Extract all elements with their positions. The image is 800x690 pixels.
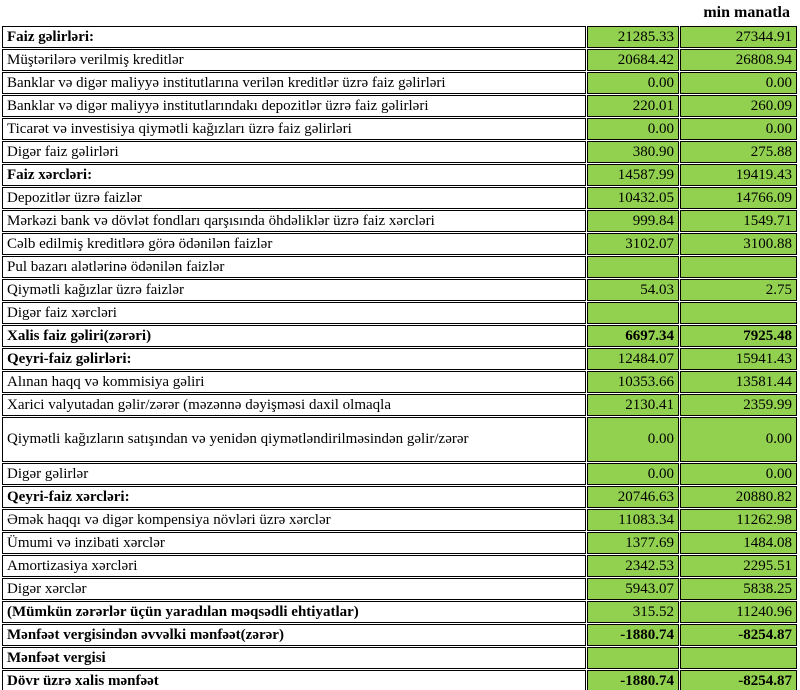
table-row xyxy=(2,371,797,393)
financial-table xyxy=(1,25,798,690)
row-value-period1: 1377.69 xyxy=(587,532,679,554)
row-value-period2: 26808.94 xyxy=(680,49,797,71)
row-value-period1 xyxy=(587,647,679,669)
row-value-period2: 1484.08 xyxy=(680,532,797,554)
row-label: Depozitlər üzrə faizlər xyxy=(2,187,586,209)
row-value-period2: 2359.99 xyxy=(680,394,797,416)
row-value-period1: 12484.07 xyxy=(587,348,679,370)
row-label: Ticarət və investisiya qiymətli kağızları üzrə faiz gəlirləri xyxy=(2,118,586,140)
row-value-period1: 11083.34 xyxy=(587,509,679,531)
table-row xyxy=(2,210,797,232)
row-value-period2: 260.09 xyxy=(680,95,797,117)
row-label: Banklar və digər maliyyə institutlarına verilən kreditlər üzrə faiz gəlirləri xyxy=(2,72,586,94)
row-value-period1 xyxy=(587,302,679,324)
row-value-period1: 20746.63 xyxy=(587,486,679,508)
row-label: Alınan haqq və kommisiya gəliri xyxy=(2,371,586,393)
row-value-period2: 2.75 xyxy=(680,279,797,301)
row-label: Faiz gəlirləri: xyxy=(2,26,586,48)
row-value-period2: 14766.09 xyxy=(680,187,797,209)
row-value-period2: 0.00 xyxy=(680,417,797,462)
row-value-period1: 21285.33 xyxy=(587,26,679,48)
row-value-period2: 13581.44 xyxy=(680,371,797,393)
table-body xyxy=(2,26,797,690)
row-label: Əmək haqqı və digər kompensiya növləri üzrə xərclər xyxy=(2,509,586,531)
row-label: Mənfəət vergisi xyxy=(2,647,586,669)
row-label: Qiymətli kağızların satışından və yenidən qiymətləndirilməsindən gəlir/zərər xyxy=(2,417,586,462)
table-row xyxy=(2,49,797,71)
table-row xyxy=(2,26,797,48)
row-value-period2: 7925.48 xyxy=(680,325,797,347)
table-row xyxy=(2,141,797,163)
row-label: Mənfəət vergisindən əvvəlki mənfəət(zərər) xyxy=(2,624,586,646)
row-value-period2: 0.00 xyxy=(680,463,797,485)
row-value-period1: 5943.07 xyxy=(587,578,679,600)
table-row xyxy=(2,118,797,140)
row-label: Digər gəlirlər xyxy=(2,463,586,485)
row-value-period2: 275.88 xyxy=(680,141,797,163)
table-row xyxy=(2,256,797,278)
row-value-period2 xyxy=(680,256,797,278)
table-row xyxy=(2,486,797,508)
unit-note: min manatla xyxy=(703,4,790,21)
row-label: Qiymətli kağızlar üzrə faizlər xyxy=(2,279,586,301)
table-row xyxy=(2,463,797,485)
row-label: Digər faiz gəlirləri xyxy=(2,141,586,163)
table-row xyxy=(2,95,797,117)
table-row xyxy=(2,578,797,600)
row-label: Dövr üzrə xalis mənfəət xyxy=(2,670,586,690)
row-value-period1: 999.84 xyxy=(587,210,679,232)
row-value-period1: -1880.74 xyxy=(587,670,679,690)
table-row xyxy=(2,279,797,301)
row-value-period2: 20880.82 xyxy=(680,486,797,508)
row-label: Xalis faiz gəliri(zərəri) xyxy=(2,325,586,347)
table-row xyxy=(2,509,797,531)
table-row xyxy=(2,532,797,554)
row-label: Pul bazarı alətlərinə ödənilən faizlər xyxy=(2,256,586,278)
row-label: Mərkəzi bank və dövlət fondları qarşısında öhdəliklər üzrə faiz xərcləri xyxy=(2,210,586,232)
row-value-period1: 315.52 xyxy=(587,601,679,623)
row-label: Faiz xərcləri: xyxy=(2,164,586,186)
table-row xyxy=(2,555,797,577)
table-row xyxy=(2,624,797,646)
row-label: Qeyri-faiz xərcləri: xyxy=(2,486,586,508)
row-value-period2: 3100.88 xyxy=(680,233,797,255)
row-value-period1 xyxy=(587,256,679,278)
row-value-period1: 3102.07 xyxy=(587,233,679,255)
table-row xyxy=(2,325,797,347)
row-value-period1: 20684.42 xyxy=(587,49,679,71)
table-row xyxy=(2,164,797,186)
row-value-period2: 11240.96 xyxy=(680,601,797,623)
row-value-period2: 27344.91 xyxy=(680,26,797,48)
row-value-period2 xyxy=(680,302,797,324)
row-value-period1: 380.90 xyxy=(587,141,679,163)
row-value-period1: 0.00 xyxy=(587,463,679,485)
table-row xyxy=(2,187,797,209)
table-row xyxy=(2,417,797,462)
row-label: (Mümkün zərərlər üçün yaradılan məqsədli ehtiyatlar) xyxy=(2,601,586,623)
table-row xyxy=(2,302,797,324)
row-value-period1: 220.01 xyxy=(587,95,679,117)
row-value-period2: -8254.87 xyxy=(680,670,797,690)
row-label: Banklar və digər maliyyə institutlarındakı depozitlər üzrə faiz gəlirləri xyxy=(2,95,586,117)
row-value-period2: 11262.98 xyxy=(680,509,797,531)
row-value-period2: -8254.87 xyxy=(680,624,797,646)
row-value-period2: 0.00 xyxy=(680,118,797,140)
row-value-period2: 0.00 xyxy=(680,72,797,94)
row-value-period2: 1549.71 xyxy=(680,210,797,232)
row-value-period1: 2130.41 xyxy=(587,394,679,416)
row-label: Digər faiz xərcləri xyxy=(2,302,586,324)
row-value-period2: 19419.43 xyxy=(680,164,797,186)
table-row xyxy=(2,647,797,669)
row-value-period1: 0.00 xyxy=(587,417,679,462)
row-label: Ümumi və inzibati xərclər xyxy=(2,532,586,554)
table-row xyxy=(2,601,797,623)
row-value-period2: 5838.25 xyxy=(680,578,797,600)
row-label: Müştərilərə verilmiş kreditlər xyxy=(2,49,586,71)
table-row xyxy=(2,670,797,690)
row-value-period1: 10353.66 xyxy=(587,371,679,393)
row-value-period1: -1880.74 xyxy=(587,624,679,646)
table-row xyxy=(2,233,797,255)
row-value-period1: 2342.53 xyxy=(587,555,679,577)
row-value-period1: 14587.99 xyxy=(587,164,679,186)
row-label: Cəlb edilmiş kreditlərə görə ödənilən faizlər xyxy=(2,233,586,255)
row-value-period1: 10432.05 xyxy=(587,187,679,209)
row-value-period1: 0.00 xyxy=(587,118,679,140)
row-value-period2: 15941.43 xyxy=(680,348,797,370)
row-value-period2 xyxy=(680,647,797,669)
row-label: Qeyri-faiz gəlirləri: xyxy=(2,348,586,370)
row-value-period2: 2295.51 xyxy=(680,555,797,577)
table-row xyxy=(2,72,797,94)
row-label: Amortizasiya xərcləri xyxy=(2,555,586,577)
row-label: Digər xərclər xyxy=(2,578,586,600)
row-value-period1: 0.00 xyxy=(587,72,679,94)
table-row xyxy=(2,348,797,370)
table-row xyxy=(2,394,797,416)
row-value-period1: 6697.34 xyxy=(587,325,679,347)
row-value-period1: 54.03 xyxy=(587,279,679,301)
row-label: Xarici valyutadan gəlir/zərər (məzənnə dəyişməsi daxil olmaqla xyxy=(2,394,586,416)
